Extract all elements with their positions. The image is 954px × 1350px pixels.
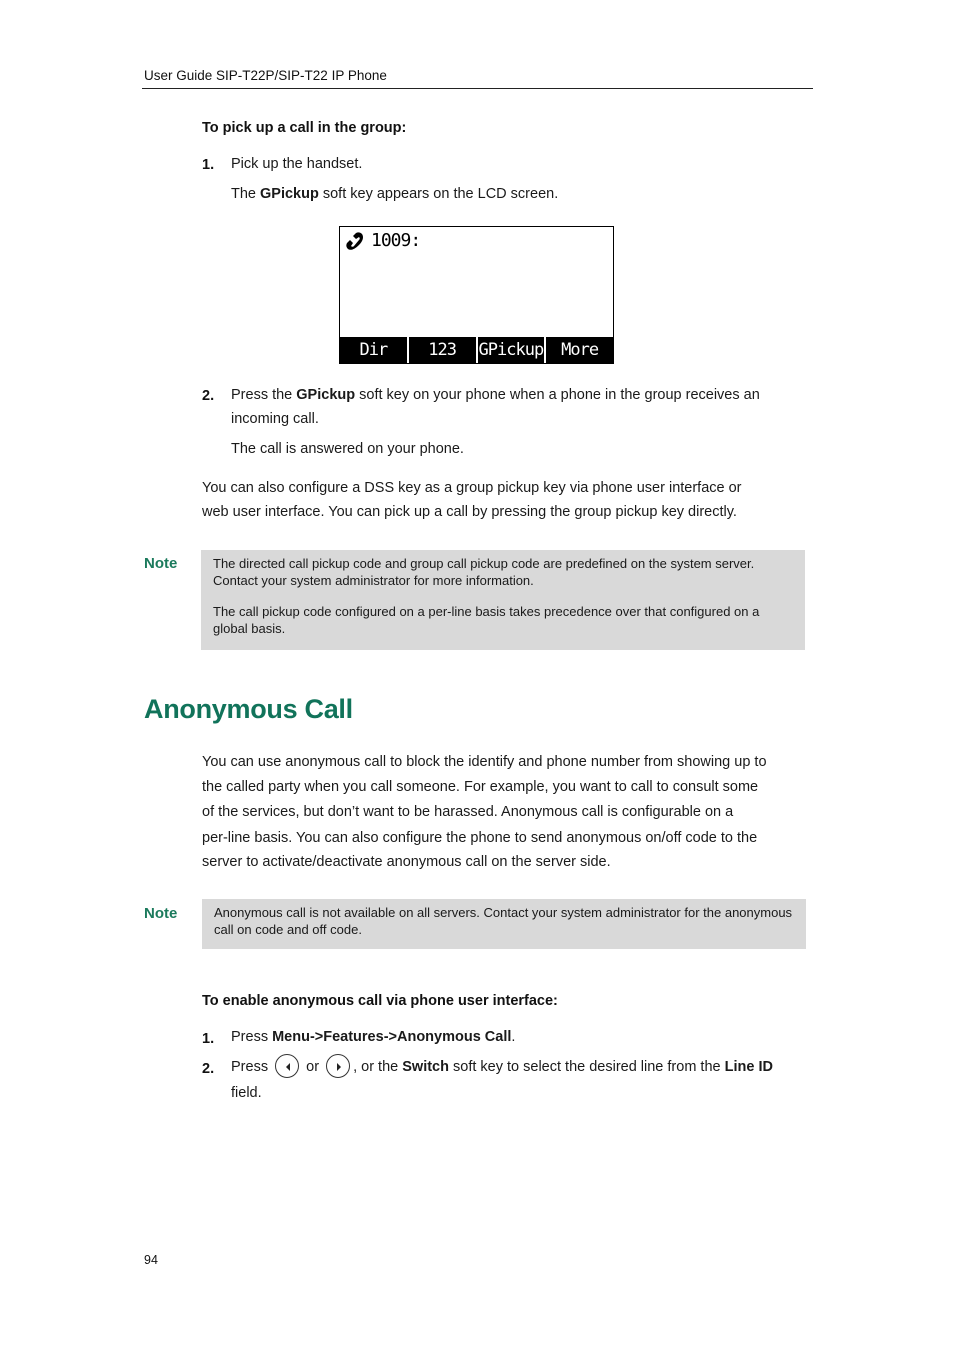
page-number: 94	[144, 1253, 158, 1267]
menu-path: Menu->Features->Anonymous Call	[272, 1029, 512, 1045]
step-text-part: Press	[231, 1029, 273, 1045]
note-box	[201, 550, 805, 650]
step-text	[231, 383, 811, 408]
step-text	[231, 1025, 515, 1050]
step-number: 2.	[202, 388, 215, 404]
left-navigation-key-icon	[275, 1054, 299, 1078]
note-paragraph: The call pickup code configured on a per-line basis takes precedence over that configured on a global basis.	[213, 604, 760, 636]
lcd-line-status	[344, 229, 420, 251]
softkey-bar	[340, 337, 613, 363]
step-result: The call is answered on your phone.	[231, 441, 464, 457]
softkey-name: GPickup	[296, 387, 356, 403]
paragraph-line: of the services, but don’t want to be harassed. Anonymous call is configurable on a	[202, 804, 734, 820]
handset-icon	[344, 229, 366, 251]
step-text-part: soft key to select the desired line from the	[448, 1059, 725, 1075]
step-result	[231, 182, 558, 207]
note-label: Note	[144, 555, 178, 572]
paragraph-line: web user interface. You can pick up a call by pressing the group pickup key directly.	[202, 504, 737, 520]
step-text: Pick up the handset.	[231, 156, 363, 172]
step-text-part: , or the	[353, 1059, 403, 1075]
step-text-line2: field.	[231, 1085, 262, 1101]
right-navigation-key-icon	[326, 1054, 350, 1078]
softkey-name: GPickup	[260, 186, 319, 202]
softkey-more[interactable]: More	[561, 340, 599, 360]
header-title: User Guide SIP-T22P/SIP-T22 IP Phone	[144, 68, 387, 83]
softkey-name: Switch	[402, 1059, 449, 1075]
softkey-123[interactable]: 123	[409, 337, 478, 363]
paragraph-line: server to activate/deactivate anonymous call on the server side.	[202, 854, 611, 870]
result-text: The	[231, 186, 261, 202]
page-header	[142, 67, 813, 89]
step-text-part: or	[306, 1059, 320, 1075]
note-label: Note	[144, 905, 178, 922]
paragraph-line: the called party when you call someone. For example, you want to call to consult some	[202, 779, 759, 795]
section-title: Anonymous Call	[144, 694, 353, 724]
step-text-part: soft key on your phone when a phone in the group receives an	[355, 387, 760, 403]
lcd-screen	[339, 226, 614, 364]
paragraph-line: You can use anonymous call to block the identify and phone number from showing up to	[202, 754, 767, 770]
line-number: 1009:	[371, 229, 421, 251]
step-text-part: Press the	[231, 387, 297, 403]
step-text-part: .	[511, 1029, 516, 1045]
step-number: 1.	[202, 157, 215, 173]
procedure-title-group-pickup: To pick up a call in the group:	[202, 120, 407, 136]
result-text: soft key appears on the LCD screen.	[318, 186, 559, 202]
step-text-part: Press	[231, 1059, 269, 1075]
procedure-title-enable-anonymous: To enable anonymous call via phone user interface:	[202, 993, 558, 1009]
note-paragraph: Anonymous call is not available on all servers. Contact your system administrator for the anonymous call on code and off code.	[214, 905, 793, 937]
note-paragraph: The directed call pickup code and group call pickup code are predefined on the system server. Contact your system administrator for more information.	[213, 556, 755, 588]
softkey-gpickup[interactable]: GPickup	[478, 337, 547, 363]
paragraph-line: You can also configure a DSS key as a group pickup key via phone user interface or	[202, 480, 742, 496]
softkey-dir[interactable]: Dir	[340, 337, 409, 363]
paragraph-line: per-line basis. You can also configure the phone to send anonymous on/off code to the	[202, 830, 758, 846]
step-text-line2: incoming call.	[231, 411, 319, 427]
field-name: Line ID	[724, 1059, 773, 1075]
note-box	[202, 899, 806, 949]
step-number: 1.	[202, 1031, 215, 1047]
step-number: 2.	[202, 1061, 215, 1077]
step-text	[231, 1055, 821, 1080]
